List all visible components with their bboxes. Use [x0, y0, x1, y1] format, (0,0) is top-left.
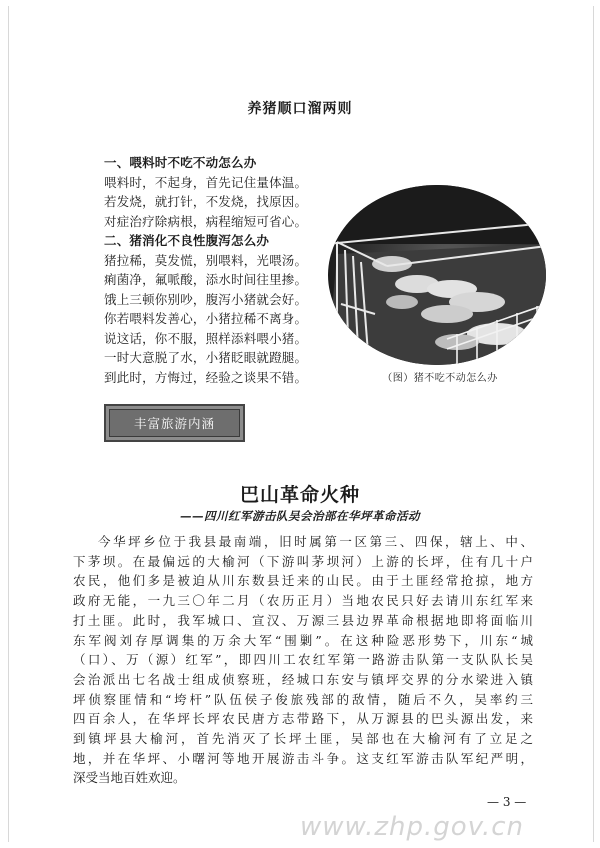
section-tab-tourism	[104, 404, 245, 442]
page-number: — 3 —	[487, 795, 527, 809]
article-title-pig-rhymes: 养猪顺口溜两则	[247, 101, 353, 117]
section-tab-label: 丰富旅游内涵	[133, 416, 215, 431]
article-title-revolution: 巴山革命火种	[239, 484, 360, 506]
poem-line: 若发烧，就打针，不发烧，找原因。	[104, 194, 308, 209]
paragraph-line: 今华坪乡位于我县最南端，旧时属第一区第三、四保，辖上、中、	[98, 534, 533, 549]
photo-caption: （图）猪不吃不动怎么办	[382, 373, 498, 384]
paragraph-line: （口）、万（源）红军”，即四川工农红军第一路游击队第一支队队长吴	[73, 652, 533, 668]
poem-line: 对症治疗除病根，病程缩短可省心。	[104, 213, 308, 229]
paragraph-line: 会治派出七名战士组成侦察班，经城口东安与镇坪交界的分水梁进入镇	[73, 671, 533, 687]
poem-heading-1: 一、喂料时不吃不动怎么办	[104, 155, 257, 170]
pig-rhymes-poem	[104, 153, 334, 387]
poem-heading-2: 二、猪消化不良性腹泻怎么办	[104, 233, 270, 248]
poem-line: 喂料时，不起身，首先记住量体温。	[104, 174, 308, 190]
poem-line: 到此时，方悔过，经验之谈果不错。	[104, 369, 308, 385]
paragraph-line: 到镇坪县大榆河，首先消灭了长坪土匪，吴部也在大榆河有了立足之	[73, 731, 533, 747]
website-watermark: www.zhp.gov.cn	[300, 812, 525, 842]
poem-line: 一时大意脱了水，小猪眨眼就蹬腿。	[104, 350, 308, 365]
poem-line: 痢菌净，氟哌酸，添水时间往里掺。	[104, 272, 308, 287]
paragraph-line: 四百余人，在华坪长坪农民唐方志带路下，从万源县的巴头源出发，来	[73, 711, 533, 727]
poem-line: 你若喂料发善心，小猪拉稀不离身。	[104, 311, 308, 326]
paragraph-line: 打土匪。此时，我军城口、宣汉、万源三县边界革命根据地即将面临川	[73, 612, 533, 628]
article-subtitle-revolution: ——四川红军游击队吴会治部在华坪革命活动	[180, 509, 420, 523]
revolution-article-body	[73, 532, 533, 788]
paragraph-line: 政府无能，一九三〇年二月（农历正月）当地农民只好去请川东红军来	[73, 593, 533, 609]
poem-line: 猪拉稀，莫发慌，别喂料，光喂汤。	[104, 252, 308, 268]
paragraph-line: 深受当地百姓欢迎。	[73, 770, 186, 786]
paragraph-line: 地，并在华坪、小曙河等地开展游击斗争。这支红军游击队军纪严明，	[73, 750, 533, 766]
paragraph-line: 农民，他们多是被迫从川东数县迁来的山民。由于土匪经常抢掠，地方	[73, 573, 533, 589]
poem-line: 饿上三顿你别吵，腹泻小猪就会好。	[104, 291, 308, 307]
poem-line: 说这话，你不服，照样添料喂小猪。	[104, 330, 308, 346]
paragraph-line: 下茅坝。在最偏远的大榆河（下游叫茅坝河）上游的长坪，住有几十户	[73, 553, 533, 569]
pig-pen-photo	[327, 184, 547, 366]
paragraph-line: 东军阀刘存厚调集的万余大军“围剿”。在这种险恶形势下，川东“城	[73, 632, 533, 648]
paragraph-line: 坪侦察匪情和“垮杆”队伍侯子俊旅残部的敌情，随后不久，吴率约三	[73, 691, 533, 707]
